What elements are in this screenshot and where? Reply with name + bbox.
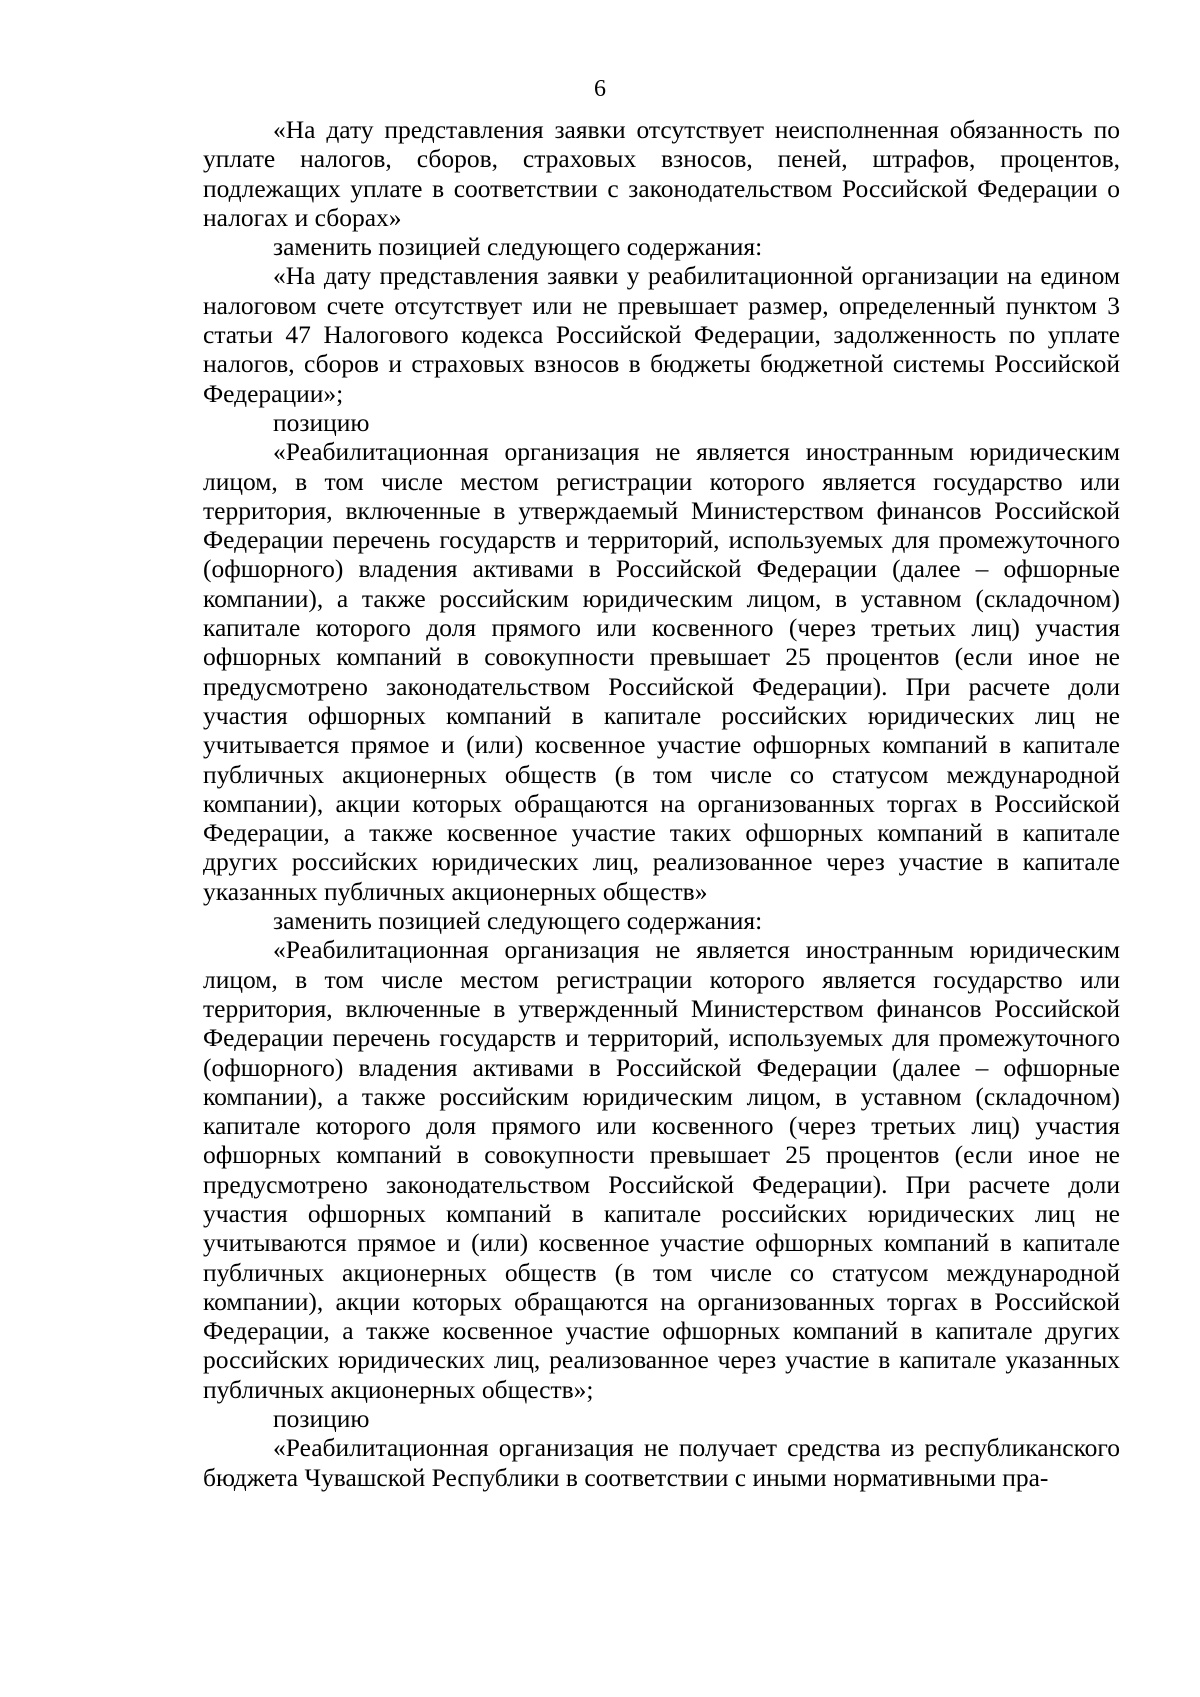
paragraph-quoted-new-offshore-position: «Реабилитационная организация не является иностранным юридическим лицом, в том числе местом регистрации которого является государство или территория, включенные в утвержденный Министерством финансов Российской Федерации перечень государств и территорий, используемых для промежуточного (офшорного) владения активами в Российской Федерации (далее – офшорные компании), а также российским юридическим лицом, в уставном (складочном) капитале которого доля прямого или косвенного (через третьих лиц) участия офшорных компаний в совокупности превышает 25 процентов (если иное не предусмотрено законодательством Российской Федерации). При расчете доли участия офшорных компаний в капитале российских юридических лиц не учитываются прямое и (или) косвенное участие офшорных компаний в капитале публичных акционерных обществ (в том числе со статусом международной компании), акции которых обращаются на организованных торгах в Российской Федерации, а также косвенное участие офшорных компаний в капитале других российских юридических лиц, реализованное через участие в капитале указанных публичных акционерных обществ»;	[203, 935, 1120, 1404]
paragraph-quoted-new-tax-position: «На дату представления заявки у реабилитационной организации на едином налоговом счете отсутствует или не превышает размер, определенный пунктом 3 статьи 47 Налогового кодекса Российской Федерации, задолженность по уплате налогов, сборов и страховых взносов в бюджеты бюджетной системы Российской Федерации»;	[203, 261, 1120, 408]
paragraph-quoted-old-offshore-position: «Реабилитационная организация не является иностранным юридическим лицом, в том числе местом регистрации которого является государство или территория, включенные в утверждаемый Министерством финансов Российской Федерации перечень государств и территорий, используемых для промежуточного (офшорного) владения активами в Российской Федерации (далее – офшорные компании), а также российским юридическим лицом, в уставном (складочном) капитале которого доля прямого или косвенного (через третьих лиц) участия офшорных компаний в совокупности превышает 25 процентов (если иное не предусмотрено законодательством Российской Федерации). При расчете доли участия офшорных компаний в капитале российских юридических лиц не учитывается прямое и (или) косвенное участие офшорных компаний в капитале публичных акционерных обществ (в том числе со статусом международной компании), акции которых обращаются на организованных торгах в Российской Федерации, а также косвенное участие таких офшорных компаний в капитале других российских юридических лиц, реализованное через участие в капитале указанных публичных акционерных обществ»	[203, 437, 1120, 906]
document-body	[203, 115, 1120, 1492]
paragraph-quoted-budget-funds-position: «Реабилитационная организация не получает средства из республиканского бюджета Чувашской Республики в соответствии с иными нормативными пра-	[203, 1433, 1120, 1492]
paragraph-position-label: позицию	[273, 407, 370, 437]
page-number: 6	[594, 76, 606, 102]
paragraph-quoted-old-tax-position: «На дату представления заявки отсутствует неисполненная обязанность по уплате налогов, сборов, страховых взносов, пеней, штрафов, процентов, подлежащих уплате в соответствии с законодательством Российской Федерации о налогах и сборах»	[203, 115, 1120, 232]
paragraph-replace-instruction: заменить позицией следующего содержания:	[273, 232, 763, 262]
paragraph-position-label: позицию	[273, 1404, 370, 1434]
paragraph-replace-instruction: заменить позицией следующего содержания:	[273, 906, 763, 936]
